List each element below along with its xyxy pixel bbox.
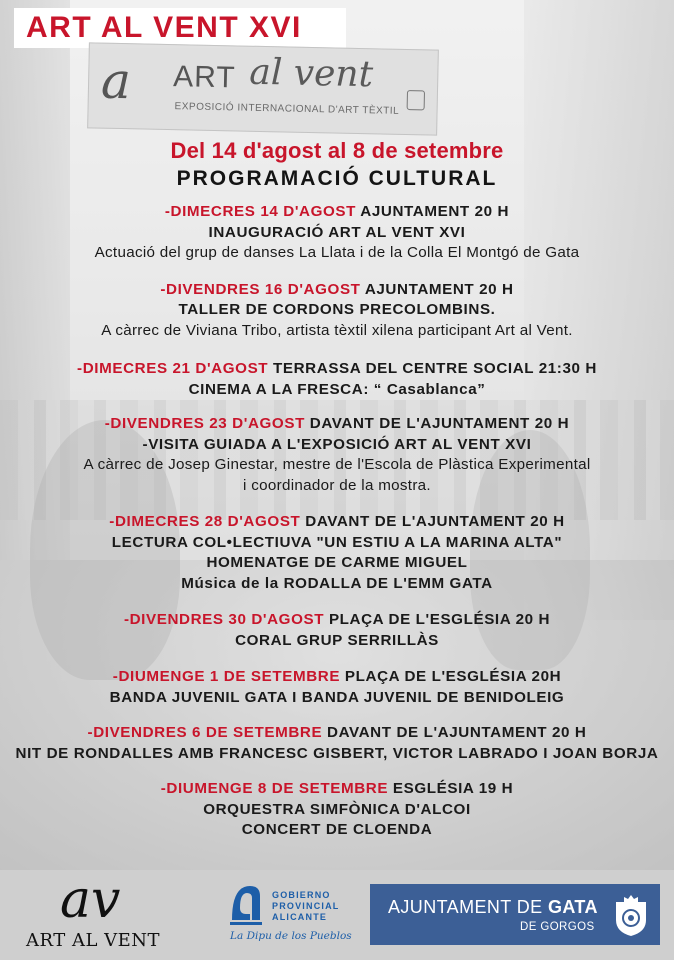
event-title: CONCERT DE CLOENDA: [241, 821, 433, 838]
banner-vent-word: al vent: [248, 51, 374, 96]
event-item: [0, 723, 674, 764]
event-venue-time: PLAÇA DE L'ESGLÉSIA 20H: [340, 668, 562, 685]
event-item: [0, 202, 674, 264]
event-description: A càrrec de Viviana Tribo, artista tèxtil xilena participant Art al Vent.: [101, 321, 573, 339]
event-header: [0, 610, 674, 631]
event-date: -DIVENDRES 16 D'AGOST: [160, 280, 361, 298]
event-item: [0, 779, 674, 841]
event-title: BANDA JUVENIL GATA I BANDA JUVENIL DE BENIDOLEIG: [109, 688, 565, 706]
art-al-vent-logo: av: [60, 870, 121, 930]
event-item: [0, 610, 674, 651]
banner-logo-mark: a: [100, 51, 132, 111]
event-header: [0, 202, 674, 223]
event-date: -DIVENDRES 30 D'AGOST: [123, 611, 325, 628]
event-venue-time: ESGLÉSIA 19 H: [388, 780, 514, 797]
event-header: [0, 512, 674, 533]
event-list: [0, 202, 674, 841]
event-date: -DIMECRES 14 D'AGOST: [164, 203, 357, 220]
event-date: -DIUMENGE 1 DE SETEMBRE: [112, 668, 341, 685]
street-banner: [87, 42, 439, 135]
event-description: Actuació del grup de danses La Llata i de la Colla El Montgó de Gata: [94, 244, 580, 261]
event-header: [0, 723, 674, 744]
banner-art-word: ART: [172, 60, 237, 95]
event-venue-time: DAVANT DE L'AJUNTAMENT 20 H: [304, 415, 570, 432]
event-title: HOMENATGE DE CARME MIGUEL: [206, 554, 468, 571]
event-item: [0, 359, 674, 400]
event-header: [0, 414, 674, 435]
event-title: CINEMA A LA FRESCA: “ Casablanca”: [188, 380, 486, 398]
event-title: ORQUESTRA SIMFÒNICA D'ALCOI: [203, 800, 471, 818]
event-description: i coordinador de la mostra.: [243, 476, 431, 494]
poster-title: ART AL VENT XVI: [26, 11, 302, 44]
event-date: -DIMECRES 28 D'AGOST: [109, 513, 301, 530]
banner-seal-icon: [407, 90, 425, 110]
event-header: [0, 779, 674, 800]
event-item: [0, 667, 674, 708]
date-range: Del 14 d'agost al 8 de setembre: [170, 138, 504, 163]
event-item: [0, 280, 674, 342]
program-content: [0, 136, 674, 841]
event-date: -DIUMENGE 8 DE SETEMBRE: [160, 780, 389, 797]
event-date: -DIMECRES 21 D'AGOST: [77, 360, 269, 377]
ajuntament-subtitle: DE GORGOS: [520, 921, 595, 933]
event-date: -DIVENDRES 6 DE SETEMBRE: [87, 724, 323, 741]
gobierno-provincial-logo-icon: [228, 880, 264, 926]
ajuntament-name: AJUNTAMENT DE GATA: [388, 897, 598, 917]
event-item: [0, 414, 674, 496]
gobierno-provincial-name: GOBIERNO PROVINCIAL ALICANTE: [272, 890, 340, 922]
event-title: LECTURA COL•LECTIUVA "UN ESTIU A LA MARINA ALTA": [111, 533, 563, 551]
banner-subtitle: EXPOSICIÓ INTERNACIONAL D'ART TÈXTIL: [174, 101, 400, 117]
event-venue-time: AJUNTAMENT 20 H: [360, 280, 514, 298]
event-venue-time: TERRASSA DEL CENTRE SOCIAL 21:30 H: [268, 360, 597, 377]
event-header: [0, 667, 674, 688]
art-al-vent-name: ART AL VENT: [26, 930, 161, 951]
event-title: TALLER DE CORDONS PRECOLOMBINS.: [178, 301, 496, 318]
event-item: [0, 512, 674, 594]
event-header: [0, 359, 674, 380]
program-heading: PROGRAMACIÓ CULTURAL: [176, 167, 498, 190]
event-description: A càrrec de Josep Ginestar, mestre de l'Escola de Plàstica Experimental: [83, 456, 591, 473]
town-shield-icon: [610, 892, 652, 938]
event-venue-time: DAVANT DE L'AJUNTAMENT 20 H: [300, 513, 565, 530]
event-title: NIT DE RONDALLES AMB FRANCESC GISBERT, VICTOR LABRADO I JOAN BORJA: [15, 744, 659, 762]
event-venue-time: AJUNTAMENT 20 H: [356, 203, 510, 220]
event-date: -DIVENDRES 23 D'AGOST: [104, 415, 305, 432]
ajuntament-logo: [370, 884, 660, 945]
event-title: -VISITA GUIADA A L'EXPOSICIÓ ART AL VENT XVI: [142, 435, 532, 453]
event-title: INAUGURACIÓ ART AL VENT XVI: [208, 223, 466, 241]
event-title: CORAL GRUP SERRILLÀS: [235, 631, 439, 649]
event-title: Música de la RODALLA DE L'EMM GATA: [181, 574, 493, 592]
gobierno-slogan: La Dipu de los Pueblos: [230, 930, 352, 942]
event-venue-time: PLAÇA DE L'ESGLÉSIA 20 H: [324, 611, 551, 628]
event-header: [0, 280, 674, 301]
event-venue-time: DAVANT DE L'AJUNTAMENT 20 H: [322, 724, 587, 741]
